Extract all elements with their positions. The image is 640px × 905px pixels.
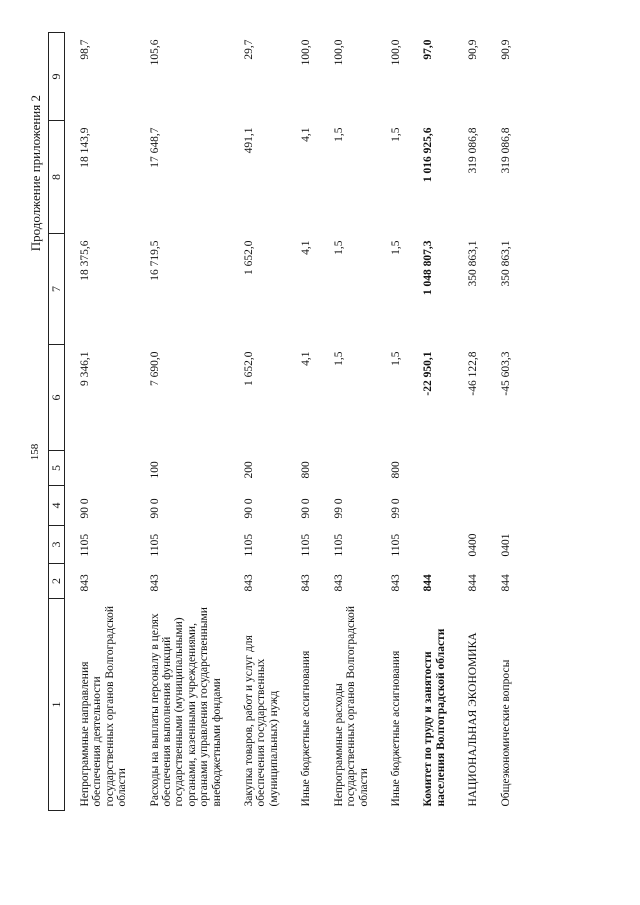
row-name: Иные бюджетные ассигнования (389, 650, 402, 807)
row-col-9: 105,6 (148, 39, 161, 66)
row-name: Непрограммные расходы государственных органов Волгоградской области (332, 605, 370, 807)
header-col-6: 6 (49, 345, 65, 451)
table-row (486, 33, 518, 811)
row-col-2: 844 (422, 574, 435, 592)
row-name: НАЦИОНАЛЬНАЯ ЭКОНОМИКА (467, 632, 480, 807)
row-col-7: 18 375,6 (79, 240, 91, 281)
table-row (376, 33, 408, 811)
row-col-8: 1,5 (389, 127, 402, 142)
row-col-3: 1105 (148, 533, 161, 557)
row-name: Общеэкономические вопросы (499, 659, 512, 807)
row-col-3: 1105 (79, 533, 91, 557)
row-col-6: 1,5 (389, 351, 402, 366)
header-col-1: 1 (49, 599, 65, 811)
row-col-9: 100,0 (332, 39, 345, 66)
row-col-2: 843 (332, 574, 345, 592)
row-col-8: 1 016 925,6 (422, 127, 435, 183)
row-col-7: 4,1 (300, 240, 313, 255)
header-col-2: 2 (49, 564, 65, 599)
row-col-9: 90,9 (499, 39, 512, 60)
row-col-8: 18 143,9 (79, 127, 91, 168)
header-col-9: 9 (49, 33, 65, 121)
row-col-8: 4,1 (300, 127, 313, 142)
row-col-2: 843 (243, 574, 256, 592)
row-col-4: 90 0 (79, 498, 91, 519)
row-col-6: 4,1 (300, 351, 313, 366)
row-col-3: 0400 (467, 533, 480, 557)
table-row (453, 33, 485, 811)
row-col-6: 7 690,0 (148, 351, 161, 386)
page-number: 158 (29, 443, 41, 461)
row-col-4 (408, 486, 453, 526)
row-col-6: 1,5 (332, 351, 345, 366)
row-col-3: 0401 (499, 533, 512, 557)
row-name: Расходы на выплаты персоналу в целях обеспечения выполнения функций государственными (муниципальными) органами, казенными учреждениями, органами управления государственными внебюджетными фондами (148, 607, 223, 807)
row-col-8: 17 648,7 (148, 127, 161, 168)
row-col-8: 319 086,8 (499, 127, 512, 174)
row-col-3: 1105 (389, 533, 402, 557)
row-name: Комитет по труду и занятости населения Волгоградской области (422, 628, 447, 807)
row-col-9: 100,0 (300, 39, 313, 66)
row-col-9: 100,0 (389, 39, 402, 66)
row-col-4 (453, 486, 485, 526)
row-col-8: 319 086,8 (467, 127, 480, 174)
table-header (49, 33, 65, 811)
row-col-8: 491,1 (243, 127, 256, 154)
row-col-7: 16 719,5 (148, 240, 161, 281)
row-col-4: 90 0 (300, 498, 313, 519)
header-col-5: 5 (49, 451, 65, 486)
row-col-5 (408, 451, 453, 486)
row-col-5 (65, 451, 135, 486)
row-col-6: -46 122,8 (467, 351, 480, 396)
budget-table (48, 32, 518, 811)
row-name: Закупка товаров, работ и услуг для обеспечения государственных (муниципальных) нужд (243, 635, 280, 807)
row-col-5 (319, 451, 376, 486)
row-col-7: 1,5 (332, 240, 345, 255)
row-col-9: 97,0 (422, 39, 435, 60)
header-col-7: 7 (49, 234, 65, 345)
row-col-7: 1 048 807,3 (422, 240, 435, 296)
row-name: Непрограммные направления обеспечения деятельности государственных органов Волгоградской области (79, 605, 129, 807)
table-row (229, 33, 286, 811)
row-col-7: 1,5 (389, 240, 402, 255)
table-row (286, 33, 318, 811)
row-col-5: 100 (148, 461, 161, 479)
row-col-3: 1105 (300, 533, 313, 557)
row-col-6: 9 346,1 (79, 351, 91, 386)
row-col-2: 843 (389, 574, 402, 592)
row-col-2: 844 (499, 574, 512, 592)
row-col-5 (453, 451, 485, 486)
table-row (319, 33, 376, 811)
row-col-9: 29,7 (243, 39, 256, 60)
header-col-8: 8 (49, 121, 65, 234)
table-row (135, 33, 229, 811)
row-col-2: 843 (300, 574, 313, 592)
row-col-5: 200 (243, 461, 256, 479)
row-col-3 (408, 526, 453, 564)
row-col-5: 800 (300, 461, 313, 479)
row-col-2: 843 (79, 574, 91, 592)
row-col-8: 1,5 (332, 127, 345, 142)
row-col-2: 844 (467, 574, 480, 592)
row-col-9: 90,9 (467, 39, 480, 60)
row-col-3: 1105 (243, 533, 256, 557)
table-body (65, 33, 518, 811)
row-col-5: 800 (389, 461, 402, 479)
row-col-2: 843 (148, 574, 161, 592)
row-col-3: 1105 (332, 533, 345, 557)
row-col-4: 90 0 (148, 498, 161, 519)
header-col-4: 4 (49, 486, 65, 526)
row-col-4: 90 0 (243, 498, 256, 519)
row-col-6: -22 950,1 (422, 351, 435, 396)
row-col-7: 350 863,1 (467, 240, 480, 287)
appendix-caption: Продолжение приложения 2 (28, 95, 43, 252)
table-row (408, 33, 453, 811)
row-col-7: 350 863,1 (499, 240, 512, 287)
row-col-6: 1 652,0 (243, 351, 256, 386)
row-col-4: 99 0 (332, 498, 345, 519)
row-col-5 (486, 451, 518, 486)
row-name: Иные бюджетные ассигнования (300, 650, 313, 807)
row-col-7: 1 652,0 (243, 240, 256, 275)
row-col-4: 99 0 (389, 498, 402, 519)
table-row (65, 33, 135, 811)
row-col-4 (486, 486, 518, 526)
row-col-6: -45 603,3 (499, 351, 512, 396)
row-col-9: 98,7 (79, 39, 91, 60)
header-col-3: 3 (49, 526, 65, 564)
